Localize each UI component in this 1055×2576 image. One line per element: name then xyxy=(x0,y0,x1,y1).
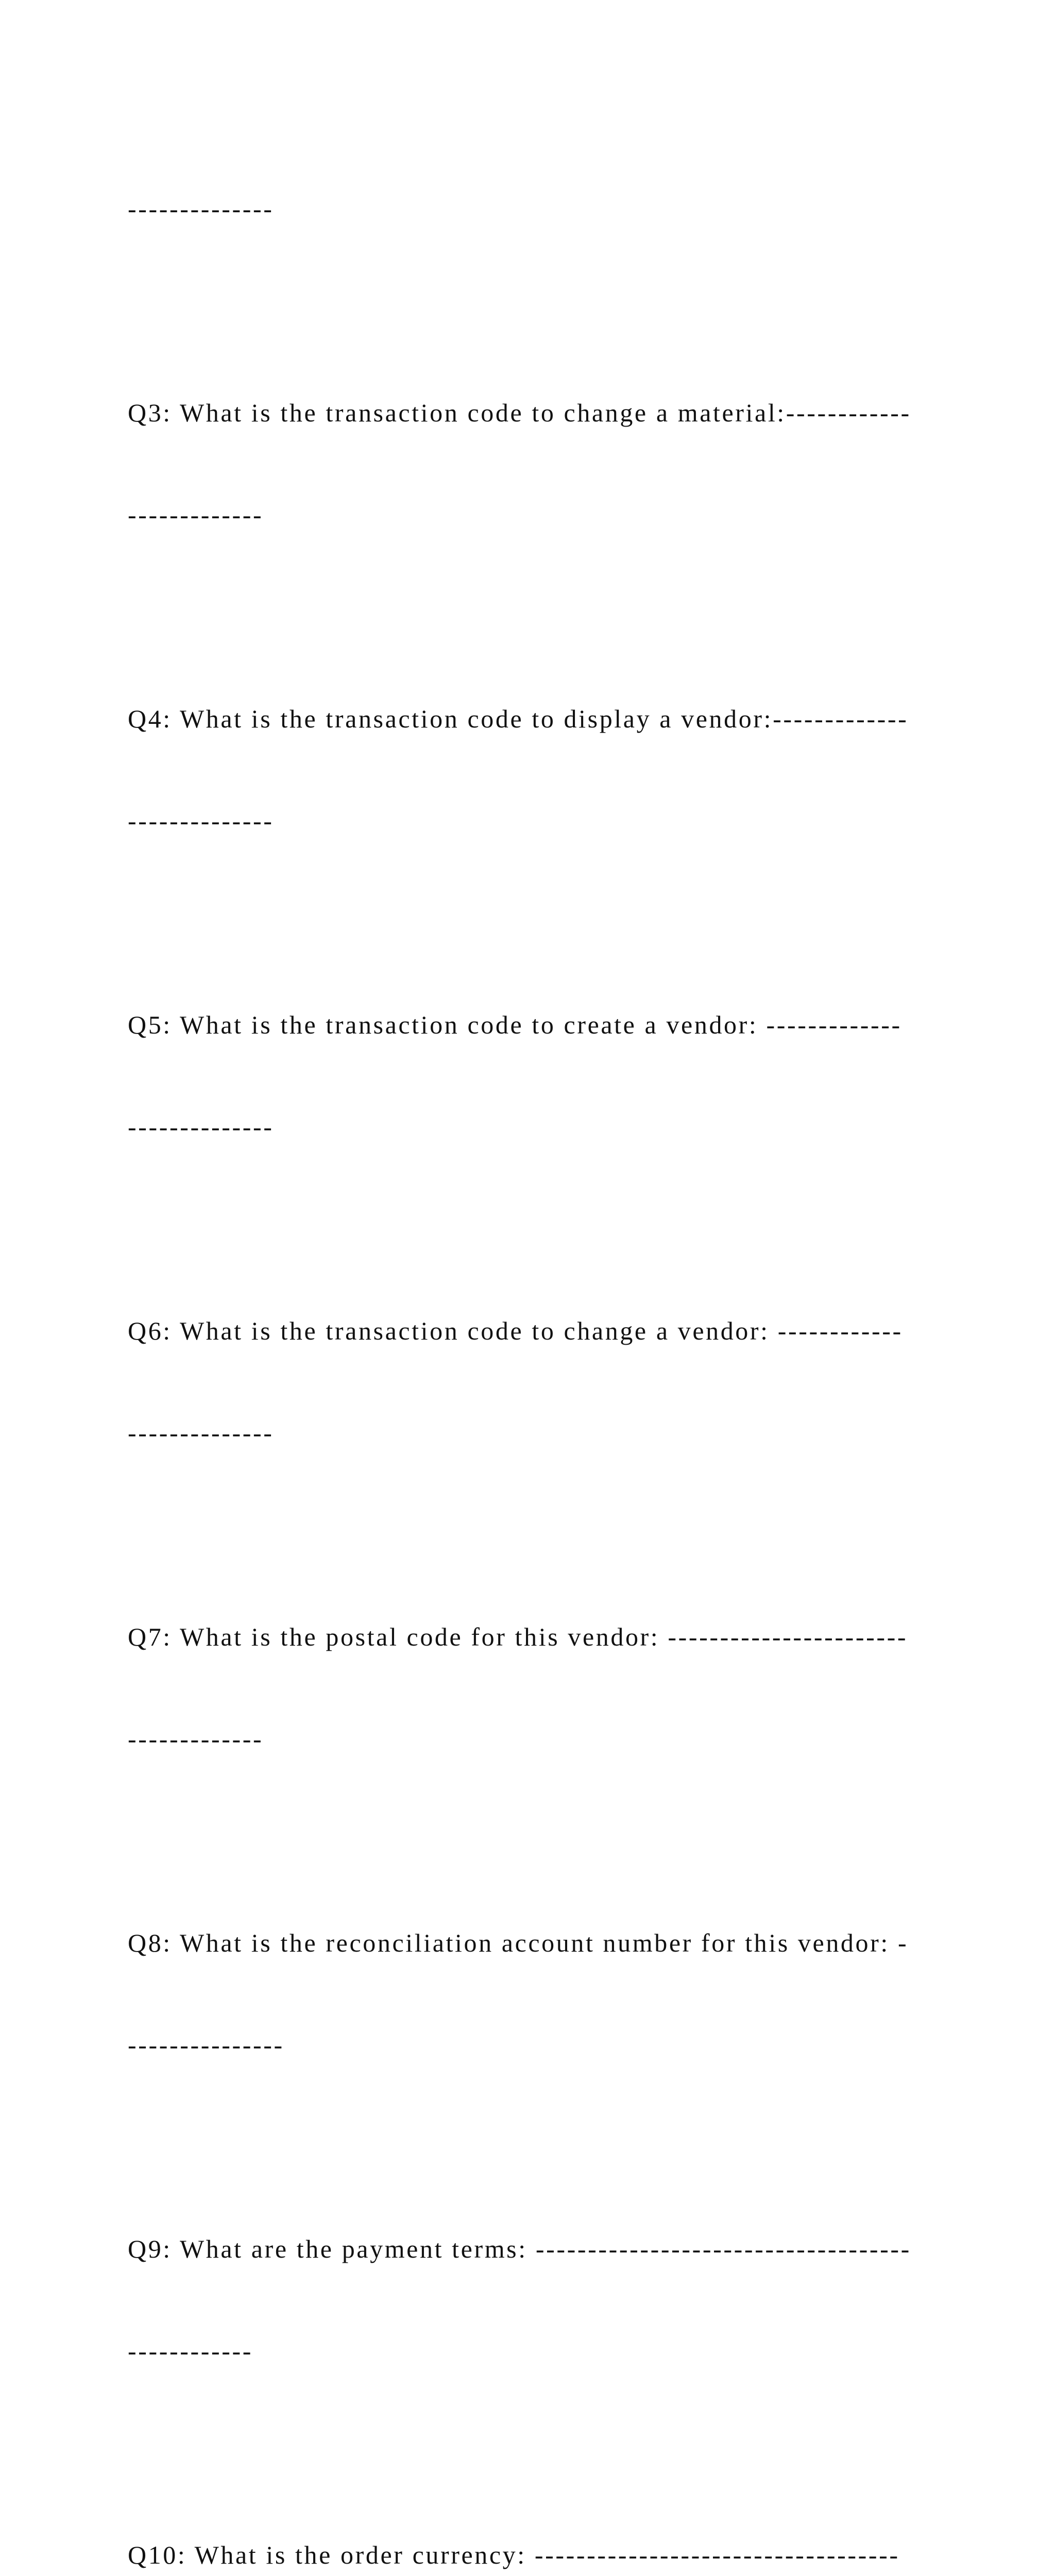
text-line: Q7: What is the postal code for this vendor: ----------------------- xyxy=(128,1622,908,1651)
question-q4 xyxy=(128,634,931,906)
question-q9 xyxy=(128,2164,931,2436)
question-q6 xyxy=(128,1246,931,1518)
question-q5 xyxy=(128,940,931,1212)
text-line: ------------ xyxy=(128,2336,253,2365)
text-line: -------------- xyxy=(128,1112,274,1141)
paragraph-continuation xyxy=(128,124,931,294)
text-line: --------------- xyxy=(128,2030,284,2059)
question-q3 xyxy=(128,328,931,600)
text-line: Q6: What is the transaction code to change a vendor: ------------ xyxy=(128,1316,903,1345)
document-body xyxy=(128,124,931,2576)
text-line: Q3: What is the transaction code to change a material:------------ xyxy=(128,398,911,427)
question-q10 xyxy=(128,2470,931,2576)
text-line: ------------- xyxy=(128,1724,264,1753)
text-line: Q10: What is the order currency: ----------------------------------- xyxy=(128,2540,900,2569)
text-line: -------------- xyxy=(128,1418,274,1447)
text-line: -------------- xyxy=(128,806,274,835)
text-line: Q4: What is the transaction code to display a vendor:------------- xyxy=(128,704,909,733)
text-line: ------------- xyxy=(128,500,264,529)
text-line: Q9: What are the payment terms: ------------------------------------ xyxy=(128,2234,911,2263)
text-line: Q5: What is the transaction code to create a vendor: ------------- xyxy=(128,1010,902,1039)
question-q8 xyxy=(128,1858,931,2130)
text-line: -------------- xyxy=(128,194,274,223)
text-line: Q8: What is the reconciliation account number for this vendor: - xyxy=(128,1928,909,1957)
question-q7 xyxy=(128,1552,931,1824)
